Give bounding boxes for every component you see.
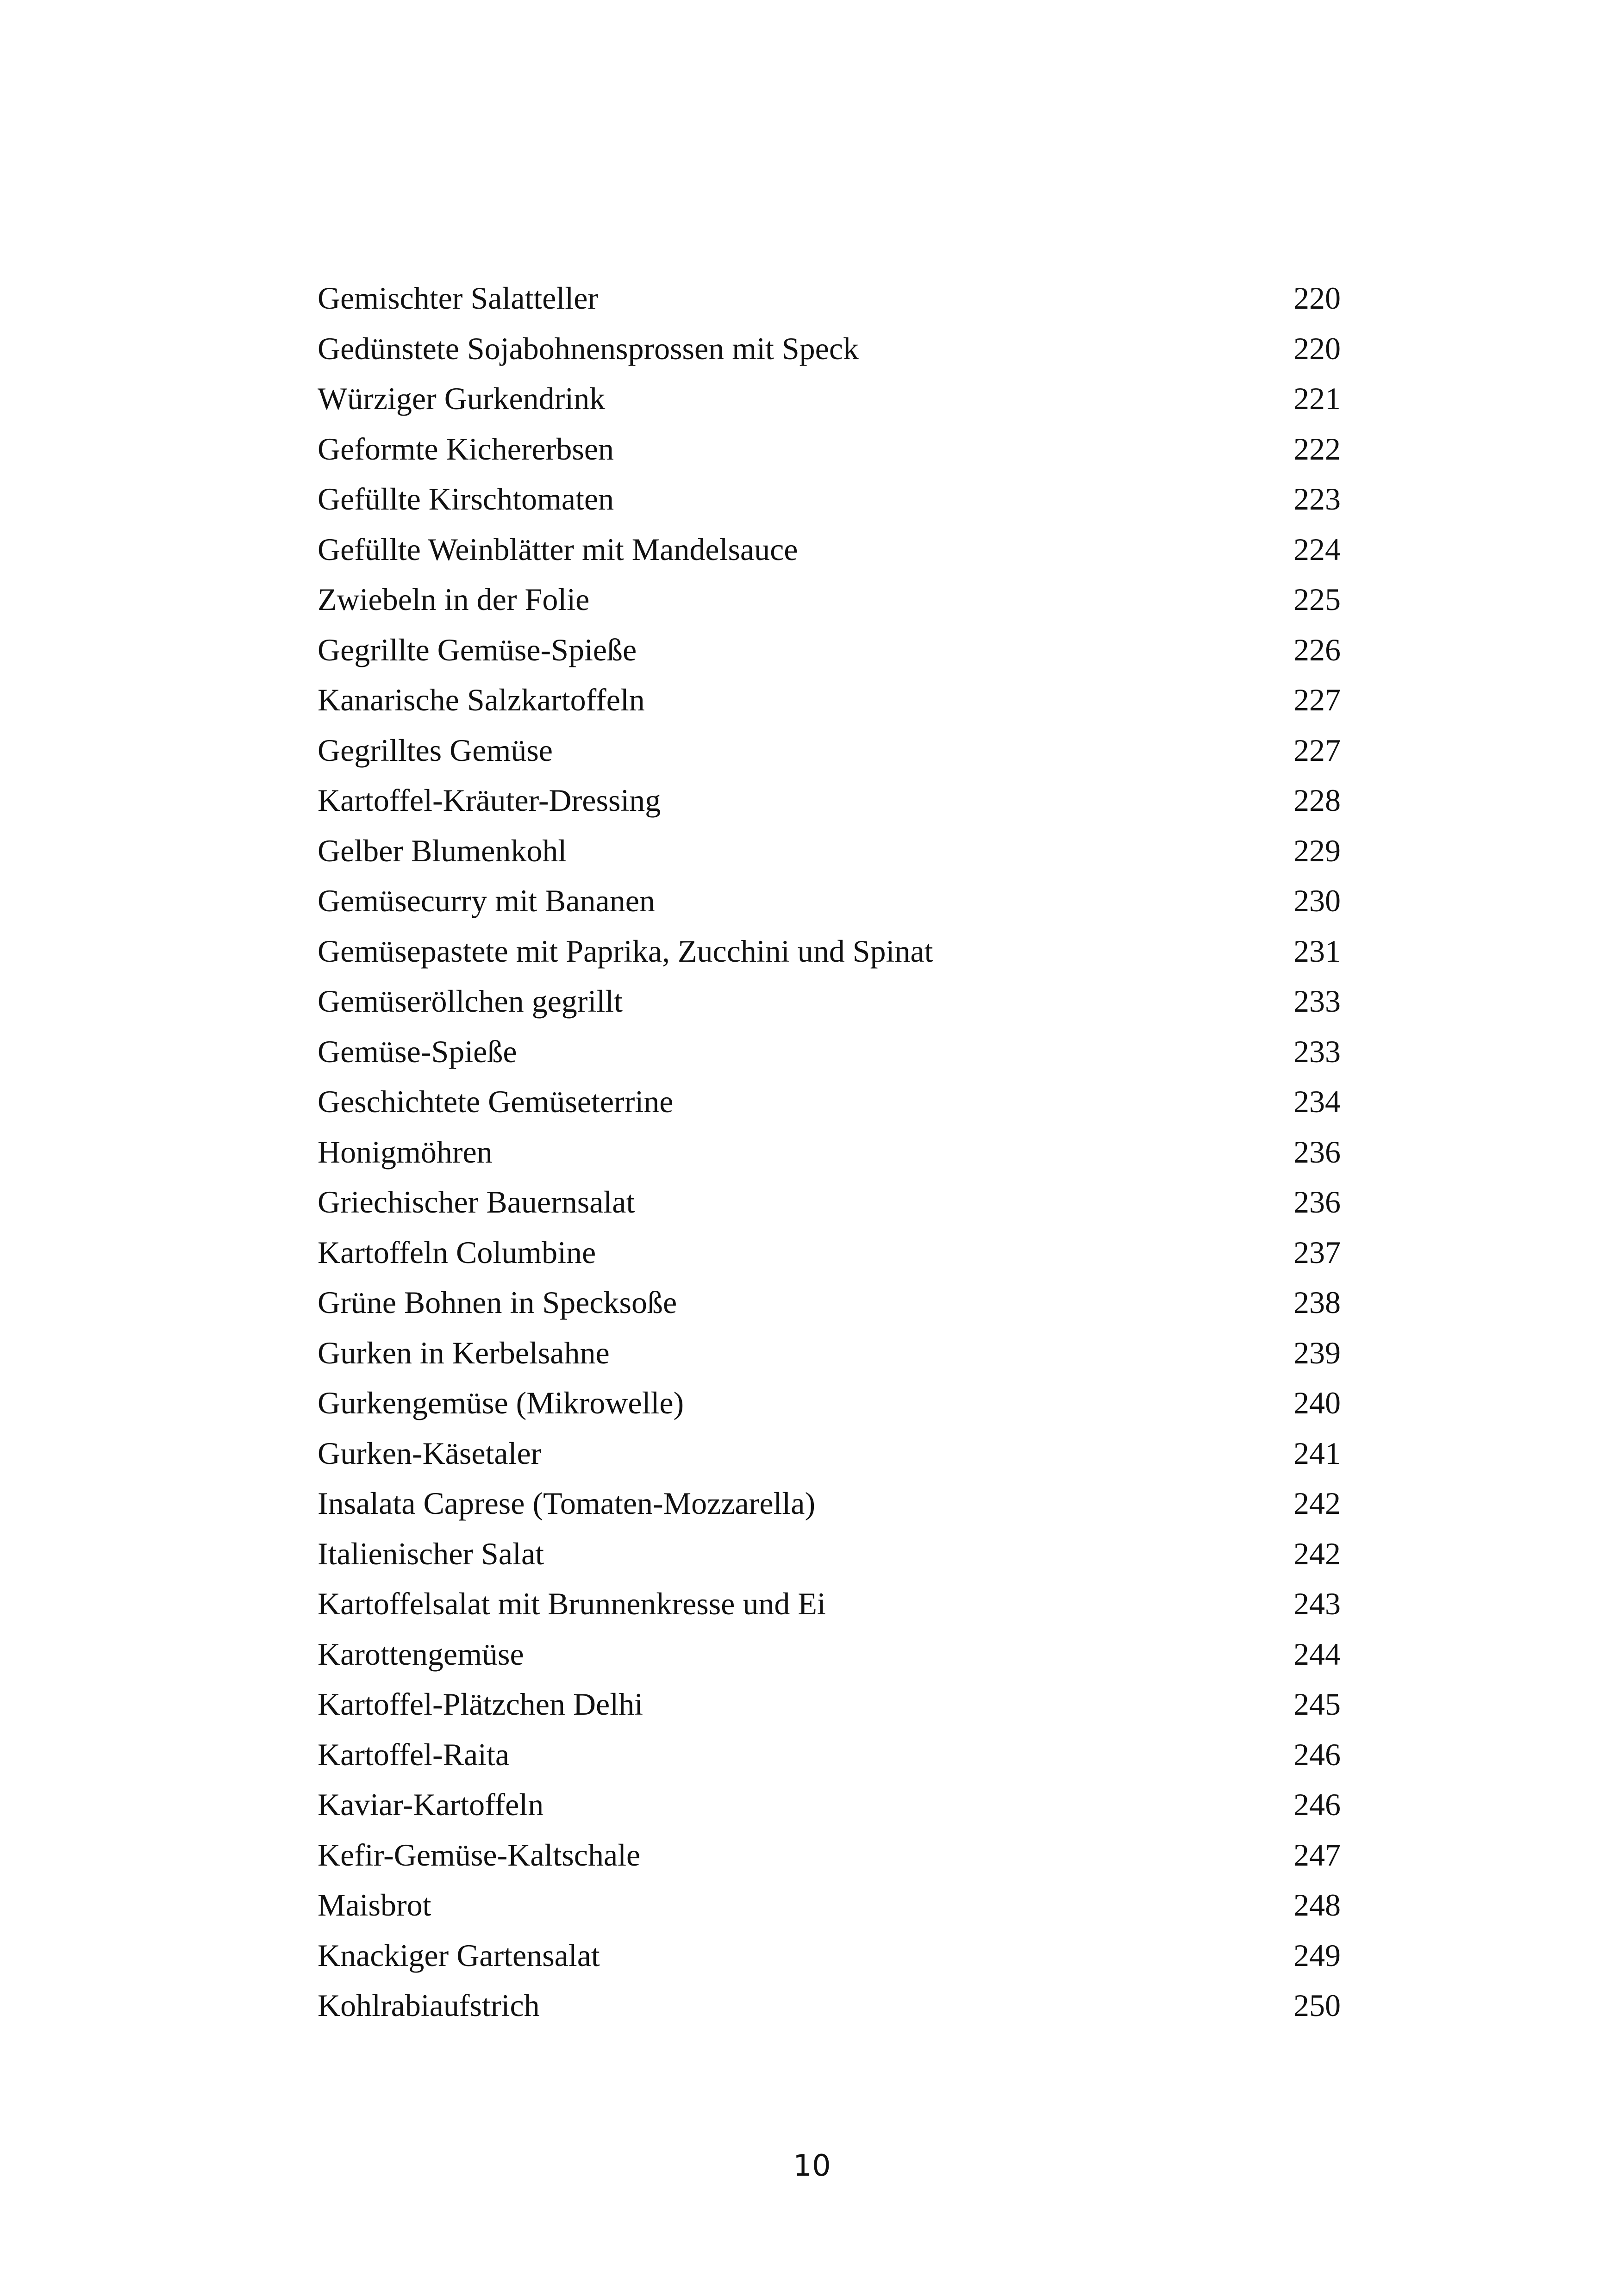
- toc-entry-page: 239: [1293, 1335, 1341, 1370]
- toc-entry: [318, 474, 1341, 524]
- toc-entry-title: Kohlrabiaufstrich: [318, 1988, 540, 2023]
- toc-entry: [318, 1780, 1341, 1830]
- toc-entry-page: 249: [1293, 1937, 1341, 1973]
- toc-entry-title: Honigmöhren: [318, 1134, 493, 1170]
- toc-entry-page: 227: [1293, 732, 1341, 768]
- toc-entry-page: 246: [1293, 1736, 1341, 1772]
- toc-entry: [318, 1076, 1341, 1127]
- toc-entry-title: Kartoffel-Kräuter-Dressing: [318, 783, 661, 818]
- toc-entry-page: 237: [1293, 1234, 1341, 1270]
- toc-entry: [318, 1830, 1341, 1880]
- toc-entry-page: 240: [1293, 1385, 1341, 1420]
- toc-entry: [318, 625, 1341, 675]
- toc-entry-page: 233: [1293, 1033, 1341, 1069]
- toc-entry: [318, 675, 1341, 725]
- toc-entry-page: 246: [1293, 1787, 1341, 1822]
- toc-entry-title: Kartoffel-Raita: [318, 1736, 510, 1772]
- toc-entry: [318, 1328, 1341, 1378]
- toc-entry-title: Gemischter Salatteller: [318, 280, 599, 316]
- toc-entry-page: 223: [1293, 481, 1341, 516]
- toc-entry-page: 242: [1293, 1486, 1341, 1521]
- toc-entry-title: Gemüseröllchen gegrillt: [318, 983, 623, 1019]
- toc-entry: [318, 826, 1341, 876]
- toc-entry: [318, 725, 1341, 776]
- toc-entry-page: 233: [1293, 983, 1341, 1019]
- toc-entry-title: Knackiger Gartensalat: [318, 1937, 600, 1973]
- toc-entry-title: Maisbrot: [318, 1887, 431, 1923]
- toc-entry-title: Zwiebeln in der Folie: [318, 582, 590, 617]
- toc-entry: [318, 273, 1341, 324]
- toc-entry: [318, 1579, 1341, 1629]
- toc-entry: [318, 1478, 1341, 1529]
- toc-entry-page: 250: [1293, 1988, 1341, 2023]
- toc-entry-title: Gemüse-Spieße: [318, 1033, 517, 1069]
- toc-entry: [318, 1277, 1341, 1328]
- toc-entry: [318, 1177, 1341, 1227]
- toc-entry-title: Karottengemüse: [318, 1636, 524, 1672]
- page-number: 10: [793, 2149, 831, 2183]
- toc-entry-page: 231: [1293, 933, 1341, 969]
- toc-entry-title: Gefüllte Kirschtomaten: [318, 481, 614, 516]
- toc-entry-page: 230: [1293, 883, 1341, 918]
- toc-entry-title: Gurkengemüse (Mikrowelle): [318, 1385, 684, 1420]
- toc-entry: [318, 574, 1341, 625]
- toc-entry: [318, 926, 1341, 977]
- toc-entry-title: Gelber Blumenkohl: [318, 833, 567, 868]
- toc-entry-page: 241: [1293, 1435, 1341, 1471]
- toc-entry-page: 247: [1293, 1837, 1341, 1873]
- toc-entry-title: Gurken-Käsetaler: [318, 1435, 542, 1471]
- toc-entry-title: Italienischer Salat: [318, 1536, 544, 1571]
- toc-entry-title: Gemüsepastete mit Paprika, Zucchini und Spinat: [318, 933, 933, 969]
- toc-entry: [318, 1227, 1341, 1278]
- toc-entry-title: Gedünstete Sojabohnensprossen mit Speck: [318, 330, 859, 366]
- toc-entry-page: 238: [1293, 1285, 1341, 1320]
- toc-entry: [318, 373, 1341, 424]
- toc-entry: [318, 1428, 1341, 1479]
- toc-entry-page: 225: [1293, 582, 1341, 617]
- toc-entry-title: Grüne Bohnen in Specksoße: [318, 1285, 677, 1320]
- toc-entry: [318, 1629, 1341, 1680]
- toc-entry-page: 224: [1293, 531, 1341, 567]
- toc-entry-title: Gurken in Kerbelsahne: [318, 1335, 610, 1370]
- toc-entry-title: Kefir-Gemüse-Kaltschale: [318, 1837, 641, 1873]
- toc-entry: [318, 1378, 1341, 1428]
- toc-entry-page: 228: [1293, 783, 1341, 818]
- toc-entry: [318, 1880, 1341, 1930]
- toc-entry: [318, 1679, 1341, 1730]
- toc-entry: [318, 775, 1341, 826]
- toc-entry-page: 234: [1293, 1084, 1341, 1119]
- toc-entry-page: 226: [1293, 632, 1341, 667]
- toc-entry: [318, 1730, 1341, 1780]
- toc-entry: [318, 524, 1341, 575]
- toc-entry: [318, 976, 1341, 1027]
- toc-entry-title: Gegrilltes Gemüse: [318, 732, 553, 768]
- toc-entry-page: 243: [1293, 1586, 1341, 1621]
- toc-entry-title: Geformte Kichererbsen: [318, 431, 614, 467]
- toc-entry-title: Griechischer Bauernsalat: [318, 1184, 635, 1220]
- toc-entry-page: 244: [1293, 1636, 1341, 1672]
- toc-entry-title: Kanarische Salzkartoffeln: [318, 682, 645, 717]
- toc-entry: [318, 324, 1341, 374]
- toc-entry-title: Kartoffeln Columbine: [318, 1234, 596, 1270]
- toc-entry-title: Würziger Gurkendrink: [318, 381, 606, 416]
- toc-entry-page: 236: [1293, 1134, 1341, 1170]
- toc-entry-page: 229: [1293, 833, 1341, 868]
- toc-entry: [318, 1127, 1341, 1177]
- toc-entry: [318, 1529, 1341, 1579]
- toc-entry-title: Gefüllte Weinblätter mit Mandelsauce: [318, 531, 798, 567]
- toc-entry-page: 222: [1293, 431, 1341, 467]
- toc-entry-title: Kaviar-Kartoffeln: [318, 1787, 544, 1822]
- toc-entry-page: 221: [1293, 381, 1341, 416]
- toc-entry-title: Insalata Caprese (Tomaten-Mozzarella): [318, 1486, 816, 1521]
- toc-entry-page: 220: [1293, 280, 1341, 316]
- toc-entry: [318, 1930, 1341, 1981]
- toc-entry: [318, 424, 1341, 474]
- toc-entry-title: Geschichtete Gemüseterrine: [318, 1084, 674, 1119]
- toc-entry-page: 220: [1293, 330, 1341, 366]
- toc-entry-title: Kartoffelsalat mit Brunnenkresse und Ei: [318, 1586, 826, 1621]
- table-of-contents: [318, 273, 1341, 2031]
- toc-entry-title: Kartoffel-Plätzchen Delhi: [318, 1686, 643, 1722]
- toc-entry: [318, 1980, 1341, 2031]
- toc-entry-page: 245: [1293, 1686, 1341, 1722]
- toc-entry-title: Gemüsecurry mit Bananen: [318, 883, 655, 918]
- toc-entry: [318, 1027, 1341, 1077]
- toc-entry: [318, 876, 1341, 926]
- toc-entry-page: 236: [1293, 1184, 1341, 1220]
- toc-entry-page: 227: [1293, 682, 1341, 717]
- toc-entry-title: Gegrillte Gemüse-Spieße: [318, 632, 637, 667]
- toc-entry-page: 248: [1293, 1887, 1341, 1923]
- toc-entry-page: 242: [1293, 1536, 1341, 1571]
